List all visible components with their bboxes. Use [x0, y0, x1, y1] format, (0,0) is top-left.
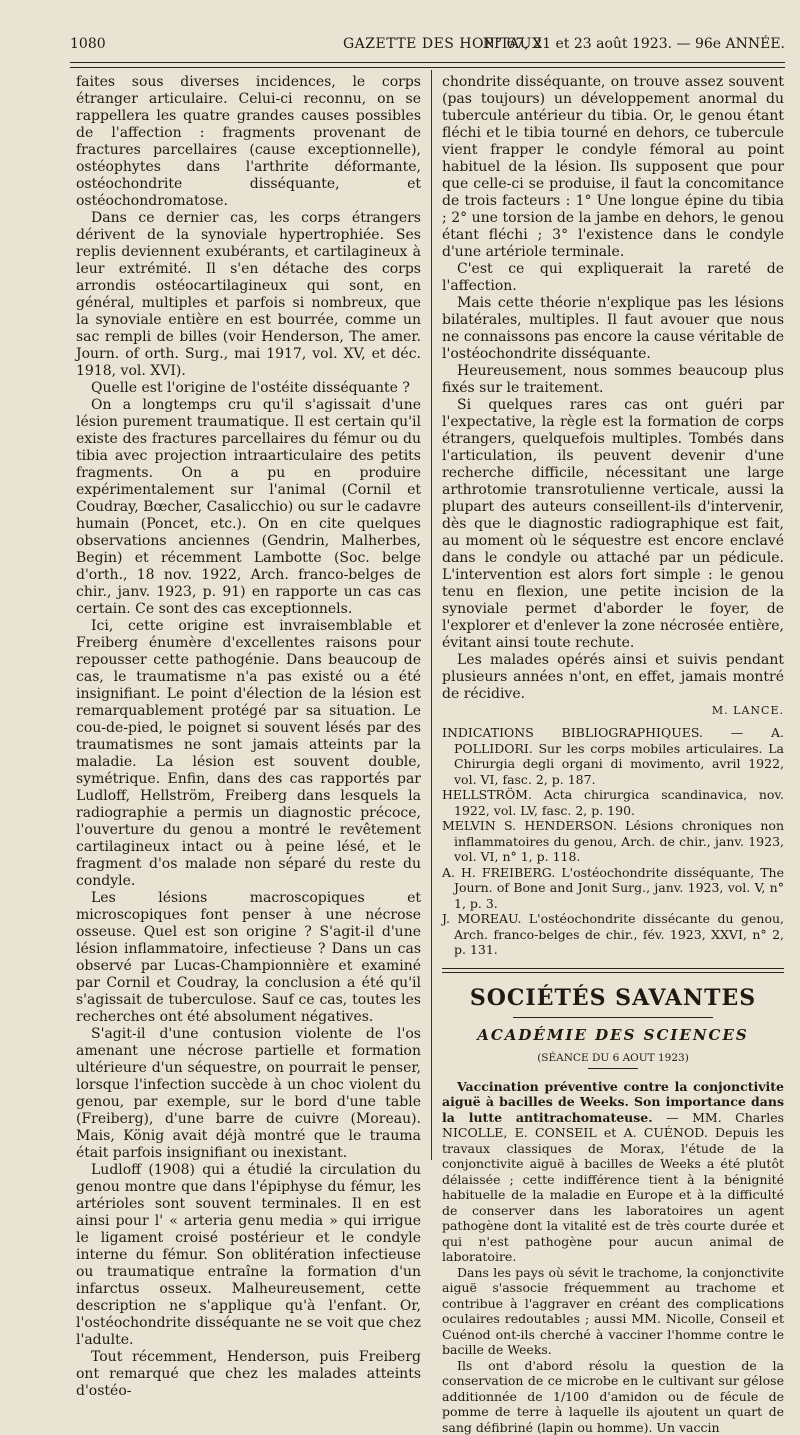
- journal-title: GAZETTE DES HOPITAUX: [343, 36, 542, 52]
- page-number: 1080: [70, 36, 106, 52]
- page-header: [70, 36, 785, 58]
- right-column: [442, 74, 784, 1435]
- section-title: SOCIÉTÉS SAVANTES: [442, 985, 784, 1011]
- paragraph: chondrite disséquante, on trouve assez souvent (pas toujours) un développement anormal du tubercule antérieur du tibia. Or, le genou étant fléchi et le tibia tourné en dehors, ce tubercule vient frapper le condyle fémoral au point habituel de la lésion. Ils supposent que pour que celle-ci se produise, il faut la concomitance de trois facteurs : 1° Une longue épine du tibia ; 2° une torsion de la jambe en dehors, le genou étant fléchi ; 3° l'existence dans le condyle d'une artériole terminale.: [442, 74, 784, 261]
- paragraph: C'est ce qui expliquerait la rareté de l'affection.: [442, 261, 784, 295]
- paragraph: Ludloff (1908) qui a étudié la circulation du genou montre que dans l'épiphyse du fémur, les artérioles sont souvent terminales. Il en est ainsi pour l' « arteria genu media » qui irrigue le ligament croisé postérieur et le condyle interne du fémur. Son oblitération infectieuse ou traumatique entraîne la formation d'un infarctus osseux. Malheureusement, cette description ne s'applique qu'à l'enfant. Or, l'ostéochondrite disséquante ne se voit que chez l'adulte.: [76, 1162, 421, 1349]
- paragraph: Ici, cette origine est invraisemblable et Freiberg énumère d'excellentes raisons pour repousser cette pathogénie. Dans beaucoup de cas, le traumatisme n'a pas existé ou a été insignifiant. Le point d'élection de la lésion est remarquablement protégé par sa situation. Le cou-de-pied, le poignet si souvent lésés par des traumatismes ne sont jamais atteints par la maladie. La lésion est souvent double, symétrique. Enfin, dans des cas rapportés par Ludloff, Hellström, Freiberg dans lesquels la radiographie a permis un diagnostic précoce, l'ouverture du genou a montré le revêtement cartilagineux intact ou à peine lésé, et le fragment d'os malade non séparé du reste du condyle.: [76, 618, 421, 890]
- reference-item: J. MOREAU. L'ostéochondrite dissécante du genou, Arch. franco-belges de chir., fév. 1923, XXVI, n° 2, p. 131.: [442, 911, 784, 958]
- paragraph: Les lésions macroscopiques et microscopiques font penser à une nécrose osseuse. Quel est son origine ? S'agit-il d'une lésion inflammatoire, infectieuse ? Dans un cas observé par Lucas-Championnière et examiné par Cornil et Coudray, la conclusion a été qu'il s'agissait de tuberculose. Sauf ce cas, toutes les recherches ont été absolument négatives.: [76, 890, 421, 1026]
- section-rule: [442, 968, 784, 973]
- paragraph: Dans les pays où sévit le trachome, la conjonctivite aiguë s'associe fréquemment au trachome et contribue à l'aggraver en créant des complications oculaires redoutables ; aussi MM. Nicolle, Conseil et Cuénod ont-ils cherché à vacciner l'homme contre le bacille de Weeks.: [442, 1265, 784, 1358]
- paragraph: faites sous diverses incidences, le corps étranger articulaire. Celui-ci reconnu, on se rappellera les quatre grandes causes possibles de l'affection : fragments provenant de fractures parcellaires (cause exceptionnelle), ostéophytes dans l'arthrite déformante, ostéochondrite disséquante, et ostéochondromatose.: [76, 74, 421, 210]
- session-date: (SÉANCE DU 6 AOUT 1923): [442, 1052, 784, 1064]
- academy-heading: ACADÉMIE DES SCIENCES: [442, 1026, 784, 1044]
- references: [442, 725, 784, 958]
- author-signature: M. LANCE.: [442, 704, 784, 717]
- paragraph: Quelle est l'origine de l'ostéite disséquante ?: [76, 380, 421, 397]
- paragraph: Heureusement, nous sommes beaucoup plus fixés sur le traitement.: [442, 363, 784, 397]
- paragraph: Ils ont d'abord résolu la question de la conservation de ce microbe en le cultivant sur gélose additionnée de 1/100 d'amidon ou de fécule de pomme de terre à laquelle ils ajoutent un quart de sang défibriné (lapin ou homme). Un vaccin: [442, 1358, 784, 1435]
- article-title: Vaccination préventive contre la conjonctivite aiguë à bacilles de Weeks. Son importance dans la lutte antitrachomateuse.: [442, 1079, 784, 1125]
- column-divider: [431, 70, 432, 1160]
- left-column: [76, 74, 421, 1400]
- reference-item: A. H. FREIBERG. L'ostéochondrite disséquante, The Journ. of Bone and Jonit Surg., janv. 1923, vol. V, n° 1, p. 3.: [442, 865, 784, 912]
- paragraph: Si quelques rares cas ont guéri par l'expectative, la règle est la formation de corps étrangers, quelquefois multiples. Tombés dans l'articulation, ils peuvent devenir d'une recherche difficile, nécessitant une large arthrotomie transrotulienne verticale, aussi la plupart des auteurs conseillent-ils d'intervenir, dès que le diagnostic radiographique est fait, au moment où le séquestre est encore enclavé dans le condyle ou attaché par un pédicule. L'intervention est alors fort simple : le genou tenu en flexion, une petite incision de la synoviale permet d'aborder le foyer, de l'explorer et d'enlever la zone nécrosée entière, évitant ainsi toute rechute.: [442, 397, 784, 652]
- paragraph: Mais cette théorie n'explique pas les lésions bilatérales, multiples. Il faut avouer que nous ne connaissons pas encore la cause véritable de l'ostéochondrite disséquante.: [442, 295, 784, 363]
- issue-info: N° 67, 21 et 23 août 1923. — 96e ANNÉE.: [483, 36, 785, 52]
- article: [442, 1079, 784, 1435]
- short-rule: [588, 1068, 638, 1069]
- article-lead: — MM. Charles NICOLLE, E. CONSEIL et A. CUÉNOD. Depuis les travaux classiques de Morax, l'étude de la conjonctivite aiguë à bacilles de Weeks a été plutôt délaissée ; cette indifférence tient à la bénignité habituelle de la maladie en Europe et à la difficulté de conserver dans les laboratoires un agent pathogène dont la vitalité est de très courte durée et qui n'est pathogène pour aucun animal de laboratoire.: [442, 1110, 784, 1265]
- paragraph: On a longtemps cru qu'il s'agissait d'une lésion purement traumatique. Il est certain qu'il existe des fractures parcellaires du fémur ou du tibia avec projection intraarticulaire des petits fragments. On a pu en produire expérimentalement sur l'animal (Cornil et Coudray, Bœcher, Casalicchio) ou sur le cadavre humain (Poncet, etc.). On en cite quelques observations anciennes (Gendrin, Malherbes, Begin) et récemment Lambotte (Soc. belge d'orth., 18 nov. 1922, Arch. franco-belges de chir., janv. 1923, p. 91) en rapporte un cas cas certain. Ce sont des cas exceptionnels.: [76, 397, 421, 618]
- reference-item: INDICATIONS BIBLIOGRAPHIQUES. — A. POLLIDORI. Sur les corps mobiles articulaires. La Chirurgia degli organi di movimento, avril 1922, vol. VI, fasc. 2, p. 187.: [442, 725, 784, 787]
- paragraph: Tout récemment, Henderson, puis Freiberg ont remarqué que chez les malades atteints d'ostéo-: [76, 1349, 421, 1400]
- paragraph: S'agit-il d'une contusion violente de l'os amenant une nécrose partielle et formation ultérieure d'un séquestre, on pourrait le penser, lorsque l'infection succède à un choc violent du genou, par exemple, sur le bord d'une table (Freiberg), d'une barre de cuivre (Moreau). Mais, König avait déjà montré que le trauma était parfois insignifiant ou inexistant.: [76, 1026, 421, 1162]
- reference-item: MELVIN S. HENDERSON. Lésions chroniques non inflammatoires du genou, Arch. de chir., janv. 1923, vol. VI, n° 1, p. 118.: [442, 818, 784, 865]
- title-rule: [513, 1017, 713, 1018]
- reference-item: HELLSTRÖM. Acta chirurgica scandinavica, nov. 1922, vol. LV, fasc. 2, p. 190.: [442, 787, 784, 818]
- header-rule: [70, 62, 785, 68]
- paragraph: Les malades opérés ainsi et suivis pendant plusieurs années n'ont, en effet, jamais montré de récidive.: [442, 652, 784, 703]
- paragraph: Dans ce dernier cas, les corps étrangers dérivent de la synoviale hypertrophiée. Ses replis deviennent exubérants, et cartilagineux à leur extrémité. Il s'en détache des corps arrondis ostéocartilagineux qui sont, en général, multiples et parfois si nombreux, que la synoviale entière en est bourrée, comme un sac rempli de billes (voir Henderson, The amer. Journ. of orth. Surg., mai 1917, vol. XV, et déc. 1918, vol. XVI).: [76, 210, 421, 380]
